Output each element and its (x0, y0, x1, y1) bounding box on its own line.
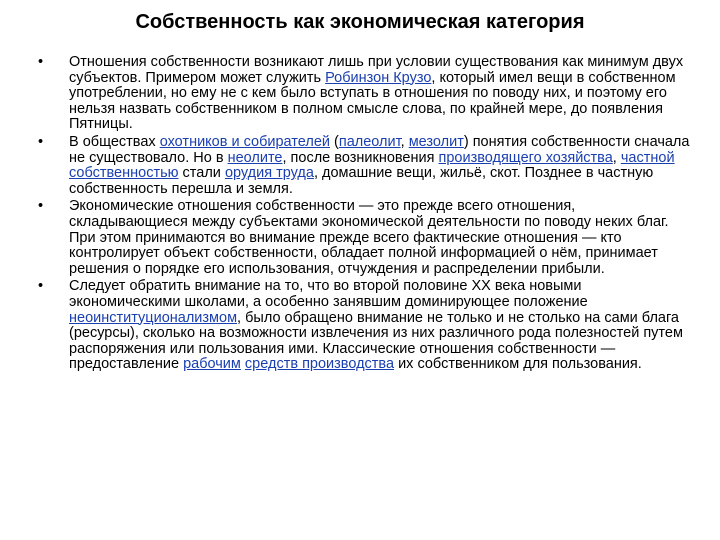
paragraph-text: , (612, 149, 621, 166)
paragraph-text: Экономические отношения собственности — это прежде всего отношения, складывающиеся между субъектами экономической деятельности по поводу неких благ. При этом принимаются во внимание прежде всего фактические отношения — кто контролирует объект собственности, обладает полной информацией о нём, принимает решения о порядке его использования, отчуждения и распределении прибыли. (69, 198, 669, 277)
paragraph-text: , (400, 133, 409, 150)
paragraph-text: Следует обратить внимание на то, что во второй половине XX века новыми экономическими школами, а особенно занявшим доминирующее положение (69, 278, 588, 310)
hyperlink[interactable]: неолите (227, 149, 283, 166)
bullet-icon: • (38, 54, 44, 70)
bullet-list (38, 55, 690, 375)
paragraph-text: , после возникновения (282, 149, 439, 166)
paragraph-text: , который имел вещи в собственном употреблении, но ему не с кем было вступать в отношения по поводу них, и поэтому его нельзя назвать собственником в полном смысле слова, по крайней мере, до появления Пятницы. (69, 69, 676, 133)
bullet-icon: • (38, 198, 44, 215)
paragraph-text: ) понятия собственности сначала не существовало. Но в (69, 133, 690, 166)
paragraph-text: Отношения собственности возникают лишь при условии существования как минимум двух субъектов. Примером может служить (69, 54, 684, 86)
bullet-item (38, 135, 690, 197)
slide-title: Собственность как экономическая категория (135, 11, 585, 33)
bullet-item (38, 199, 690, 277)
hyperlink[interactable]: орудия труда (224, 165, 314, 182)
hyperlink[interactable]: палеолит (338, 133, 401, 150)
paragraph-text: ( (329, 133, 339, 150)
hyperlink[interactable]: охотников и собирателей (159, 133, 330, 150)
paragraph-text: , было обращено внимание не только и не столько на сами блага (ресурсы), сколько на возможности извлечения из них различного рода полезностей путем распоряжения или пользования ими. Классические отношения собственности — предоставление (69, 309, 683, 373)
paragraph-text: их собственником для пользования. (394, 356, 642, 373)
bullet-icon: • (38, 133, 44, 150)
hyperlink[interactable]: неоинституционализмом (69, 309, 238, 326)
hyperlink[interactable]: рабочим (183, 356, 241, 373)
bullet-icon: • (38, 278, 44, 295)
bullet-item (38, 55, 690, 133)
paragraph-text: стали (178, 165, 225, 182)
hyperlink[interactable]: Робинзон Крузо (325, 69, 432, 86)
hyperlink[interactable]: производящего хозяйства (438, 149, 613, 166)
hyperlink[interactable]: средств производства (244, 356, 395, 373)
hyperlink[interactable]: частной собственностью (69, 149, 675, 182)
paragraph-text: В обществах (69, 133, 160, 150)
bullet-item (38, 279, 690, 373)
hyperlink[interactable]: мезолит (408, 133, 464, 150)
paragraph-text: , домашние вещи, жильё, скот. Позднее в частную собственность перешла и земля. (69, 165, 654, 197)
